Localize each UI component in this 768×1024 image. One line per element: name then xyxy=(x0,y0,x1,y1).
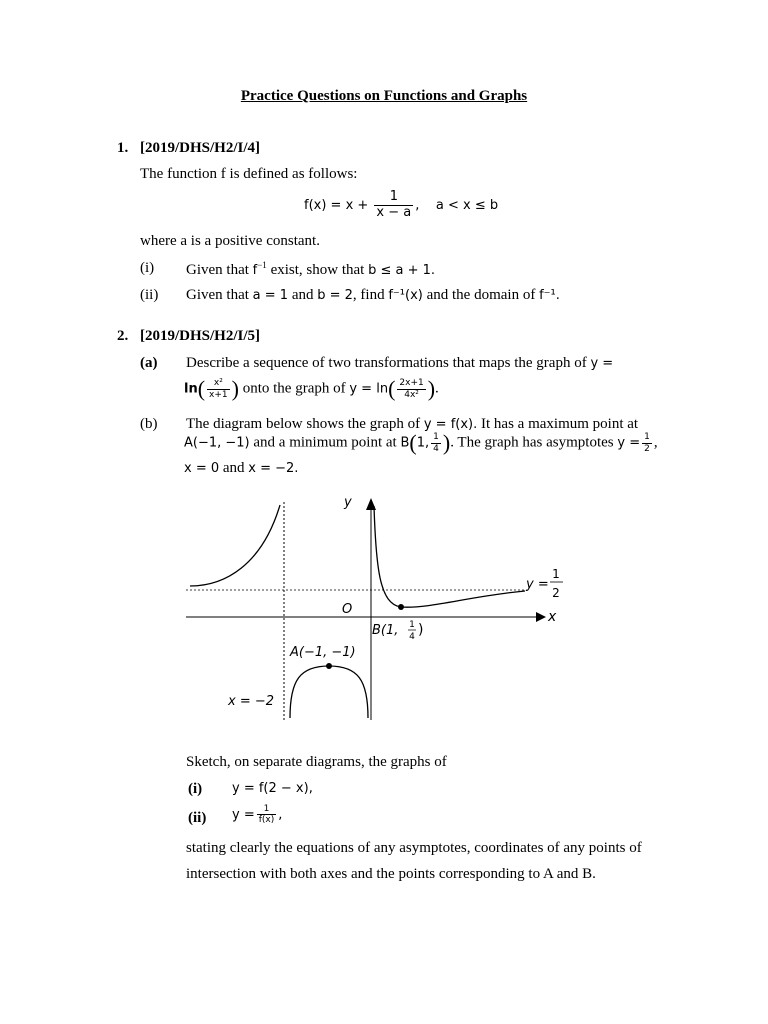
asymptote-y-label: y = xyxy=(526,577,549,592)
q1-intro: The function f is defined as follows: xyxy=(140,166,358,182)
q2-closing-line2: intersection with both axes and the points corresponding to A and B. xyxy=(186,866,596,882)
q1-part-i-label: (i) xyxy=(140,260,155,276)
q2-sub-ii-label: (ii) xyxy=(188,810,207,826)
point-b-num: 1 xyxy=(409,620,415,630)
q2a-paren-open-1: ( xyxy=(197,376,206,401)
q2b-asy-num: 1 xyxy=(644,432,650,443)
q2b-b: B xyxy=(400,435,410,451)
q1-def-num: 1 xyxy=(374,190,413,206)
q1-where: where a is a positive constant. xyxy=(140,233,320,249)
q2-sub-ii-end: , xyxy=(278,807,283,823)
q2b-paren-open: ( xyxy=(409,430,417,455)
curve-right-branch xyxy=(374,506,525,607)
q2b-line1b: It has a maximum point at xyxy=(481,416,639,432)
q2-sub-ii-y: y = xyxy=(232,807,255,823)
q2b-point-a: A(−1, −1) xyxy=(184,435,250,451)
q2a-y2: y = ln xyxy=(349,381,389,397)
q2b-line2c: , xyxy=(653,434,658,451)
q1-i-sup: −1 xyxy=(257,260,267,270)
curve-left-branch xyxy=(190,505,280,586)
q2-sketch-instruction: Sketch, on separate diagrams, the graphs of xyxy=(186,754,447,770)
curve-middle-branch xyxy=(290,666,368,718)
page-title: Practice Questions on Functions and Graphs xyxy=(240,88,528,104)
x-axis-arrow xyxy=(536,612,546,622)
q1-reference: [2019/DHS/H2/I/4] xyxy=(140,140,261,156)
q2a-paren-close-1: ) xyxy=(231,376,239,401)
q2a-paren-open-2: ( xyxy=(388,376,396,401)
q2a-f1-den: x+1 xyxy=(209,389,228,400)
asymptote-y-den: 2 xyxy=(552,586,560,600)
q2a-paren-close-2: ) xyxy=(427,376,436,401)
q2a-line1-math: y = xyxy=(590,356,614,371)
q2a-f1-num: x² xyxy=(207,378,230,389)
q2-sub-i-math: y = f(2 − x), xyxy=(232,781,313,796)
q2a-mid: onto the graph of xyxy=(242,380,346,397)
q2b-b-den: 4 xyxy=(433,443,439,454)
q2-sub-ii-math xyxy=(232,804,282,826)
q1-ii-text-b: and xyxy=(291,287,314,303)
y-axis-label: y xyxy=(344,495,352,510)
q2a-f2-num: 2x+1 xyxy=(399,378,424,389)
asymptote-x-label: x = −2 xyxy=(228,694,275,709)
q1-i-math: b ≤ a + 1. xyxy=(368,263,435,278)
q1-part-ii-label: (ii) xyxy=(140,287,159,303)
q1-i-text-a: Given that xyxy=(186,262,249,278)
point-b-den: 4 xyxy=(409,632,415,642)
point-b xyxy=(398,604,404,610)
q1-number: 1. xyxy=(117,140,129,156)
q1-def-den: x − a xyxy=(376,204,412,220)
q1-ii-math-c: f⁻¹(x) xyxy=(388,288,423,303)
q2b-asym-xm2: x = −2. xyxy=(248,461,299,476)
x-axis-label: x xyxy=(548,609,557,625)
q2a-end: . xyxy=(435,380,439,397)
q2a-ln1: ln xyxy=(184,381,198,397)
q2a-line1-text: Describe a sequence of two transformations that maps the graph of xyxy=(186,355,587,371)
q2a-f2-den: 4x² xyxy=(404,389,419,400)
q2b-b-x: 1, xyxy=(416,435,430,451)
point-a xyxy=(326,663,332,669)
q1-ii-text-a: Given that xyxy=(186,287,249,303)
origin-label: O xyxy=(342,602,353,617)
q2b-line3a: and xyxy=(222,460,245,476)
q1-ii-math-d: f⁻¹. xyxy=(539,288,560,303)
q1-i-f: f xyxy=(252,263,258,278)
q2b-b-num: 1 xyxy=(433,432,439,443)
q1-i-text-b: exist, show that xyxy=(270,262,365,278)
q1-ii-math-a: a = 1 xyxy=(252,288,289,303)
q2b-line2b: . The graph has asymptotes xyxy=(450,434,614,451)
q1-ii-text-c: , find xyxy=(352,287,385,303)
q2b-asy-den: 2 xyxy=(644,443,650,454)
point-a-label: A(−1, −1) xyxy=(290,645,356,660)
q1-ii-text-d: and the domain of xyxy=(426,287,536,303)
q2b-line1m: y = f(x). xyxy=(423,417,478,432)
q2b-asym-x0: x = 0 xyxy=(184,461,220,476)
q2a-label: (a) xyxy=(140,355,158,371)
q1-def-domain: , a < x ≤ b xyxy=(415,197,499,213)
q1-def-lhs: f(x) = x + xyxy=(304,197,373,213)
point-b-close-paren: ) xyxy=(418,622,424,638)
q2b-paren-close: ) xyxy=(442,430,451,455)
q2-sub-ii-den: f(x) xyxy=(258,815,275,826)
q1-ii-math-b: b = 2 xyxy=(317,288,353,303)
q2-sub-i-label: (i) xyxy=(188,781,203,797)
q2b-asym-y: y = xyxy=(617,435,641,451)
q2-reference: [2019/DHS/H2/I/5] xyxy=(140,328,261,344)
q2-number: 2. xyxy=(117,328,129,344)
q2-closing-line1: stating clearly the equations of any asymptotes, coordinates of any points of xyxy=(186,840,642,856)
q2b-line2a: and a minimum point at xyxy=(253,434,397,451)
point-b-label: B(1, xyxy=(372,623,399,638)
asymptote-y-num: 1 xyxy=(552,567,560,581)
q2-sub-ii-num: 1 xyxy=(257,804,277,815)
q2b-label: (b) xyxy=(140,416,158,432)
q2b-line1a: The diagram below shows the graph of xyxy=(186,416,421,432)
